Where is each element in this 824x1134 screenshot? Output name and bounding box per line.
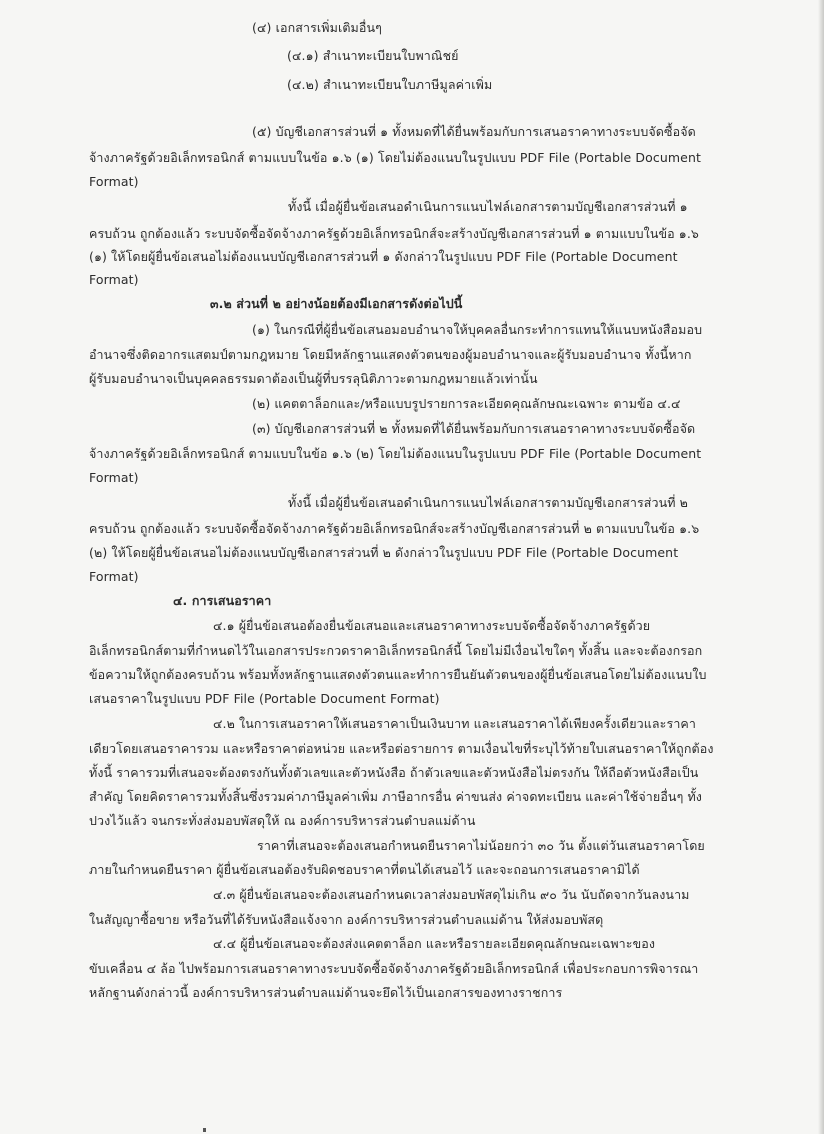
page-edge-shadow [818,0,824,1134]
item-5-line-1: (๕) บัญชีเอกสารส่วนที่ ๑ ทั้งหมดที่ได้ยื่นพร้อมกับการเสนอราคาทางระบบจัดซื้อจัด [252,124,696,139]
section-4-3-line-1: ๔.๓ ผู้ยื่นข้อเสนอจะต้องเสนอกำหนดเวลาส่งมอบพัสดุไม่เกิน ๙๐ วัน นับถัดจากวันลงนาม [213,887,690,902]
part2-item-1-line-3: ผู้รับมอบอำนาจเป็นบุคคลธรรมดาต้องเป็นผู้ที่บรรลุนิติภาวะตามกฎหมายแล้วเท่านั้น [89,371,538,386]
section-3-2-heading: ๓.๒ ส่วนที่ ๒ อย่างน้อยต้องมีเอกสารดังต่อไปนี้ [210,296,463,311]
section-4-2-line-4: สำคัญ โดยคิดราคารวมทั้งสิ้นซึ่งรวมค่าภาษีมูลค่าเพิ่ม ภาษีอากรอื่น ค่าขนส่ง ค่าจดทะเบียน และค่าใช้จ่ายอื่นๆ ทั้ง [89,789,703,804]
item-4-1: (๔.๑) สำเนาทะเบียนใบพาณิชย์ [287,48,459,63]
section-4-4-line-2: ขับเคลื่อน ๔ ล้อ ไปพร้อมการเสนอราคาทางระบบจัดซื้อจัดจ้างภาครัฐด้วยอิเล็กทรอนิกส์ เพื่อประกอบการพิจารณา [89,961,699,976]
part2-item-3-line-2: จ้างภาครัฐด้วยอิเล็กทรอนิกส์ ตามแบบในข้อ ๑.๖ (๒) โดยไม่ต้องแนบในรูปแบบ PDF File (Portable Document [89,446,702,461]
note-1-line-4: Format) [89,272,139,287]
section-4-heading: ๔. การเสนอราคา [173,593,272,608]
section-4-4-line-3: หลักฐานดังกล่าวนี้ องค์การบริหารส่วนตำบลแม่ด้านจะยึดไว้เป็นเอกสารของทางราชการ [89,985,563,1000]
note-1-line-3: (๑) ให้โดยผู้ยื่นข้อเสนอไม่ต้องแนบบัญชีเอกสารส่วนที่ ๑ ดังกล่าวในรูปแบบ PDF File (Portable Document [89,249,678,264]
section-4-2-line-7: ภายในกำหนดยืนราคา ผู้ยื่นข้อเสนอต้องรับผิดชอบราคาที่ตนได้เสนอไว้ และจะถอนการเสนอราคามิได้ [89,862,640,877]
item-5-line-2: จ้างภาครัฐด้วยอิเล็กทรอนิกส์ ตามแบบในข้อ ๑.๖ (๑) โดยไม่ต้องแนบในรูปแบบ PDF File (Portable Document [89,150,701,165]
section-4-2-line-5: ปวงไว้แล้ว จนกระทั่งส่งมอบพัสดุให้ ณ องค์การบริหารส่วนตำบลแม่ด้าน [89,813,476,828]
section-4-4-line-1: ๔.๔ ผู้ยื่นข้อเสนอจะต้องส่งแคตตาล็อก และหรือรายละเอียดคุณลักษณะเฉพาะของ [213,936,656,951]
section-4-1-line-3: ข้อความให้ถูกต้องครบถ้วน พร้อมทั้งหลักฐานแสดงตัวตนและทำการยืนยันตัวตนของผู้ยื่นข้อเสนอโดยไม่ต้องแนบใบ [89,667,707,682]
section-4-1-line-2: อิเล็กทรอนิกส์ตามที่กำหนดไว้ในเอกสารประกวดราคาอิเล็กทรอนิกส์นี้ โดยไม่มีเงื่อนไขใดๆ ทั้งสิ้น และจะต้องกรอก [89,643,703,658]
part2-item-1-line-2: อำนาจซึ่งติดอากรแสตมป์ตามกฎหมาย โดยมีหลักฐานแสดงตัวตนของผู้มอบอำนาจและผู้รับมอบอำนาจ ทั้งนี้หาก [89,347,692,362]
section-4-2-line-3: ทั้งนี้ ราคารวมที่เสนอจะต้องตรงกันทั้งตัวเลขและตัวหนังสือ ถ้าตัวเลขและตัวหนังสือไม่ตรงกัน ให้ถือตัวหนังสือเป็น [89,765,699,780]
section-4-2-line-6: ราคาที่เสนอจะต้องเสนอกำหนดยืนราคาไม่น้อยกว่า ๓๐ วัน ตั้งแต่วันเสนอราคาโดย [257,838,705,853]
note-1-line-1: ทั้งนี้ เมื่อผู้ยื่นข้อเสนอดำเนินการแนบไฟล์เอกสารตามบัญชีเอกสารส่วนที่ ๑ [288,199,688,214]
note-2-line-2: ครบถ้วน ถูกต้องแล้ว ระบบจัดซื้อจัดจ้างภาครัฐด้วยอิเล็กทรอนิกส์จะสร้างบัญชีเอกสารส่วนที่ ๒ ตามแบบในข้อ ๑.๖ [89,521,700,536]
note-1-line-2: ครบถ้วน ถูกต้องแล้ว ระบบจัดซื้อจัดจ้างภาครัฐด้วยอิเล็กทรอนิกส์จะสร้างบัญชีเอกสารส่วนที่ ๑ ตามแบบในข้อ ๑.๖ [89,226,699,241]
part2-item-3-line-3: Format) [89,470,139,485]
note-2-line-4: Format) [89,569,139,584]
section-4-1-line-1: ๔.๑ ผู้ยื่นข้อเสนอต้องยื่นข้อเสนอและเสนอราคาทางระบบจัดซื้อจัดจ้างภาครัฐด้วย [213,618,651,633]
section-4-1-line-4: เสนอราคาในรูปแบบ PDF File (Portable Document Format) [89,691,440,706]
item-4-heading: (๔) เอกสารเพิ่มเติมอื่นๆ [252,20,382,35]
item-5-line-3: Format) [89,174,139,189]
part2-item-2: (๒) แคตตาล็อกและ/หรือแบบรูปรายการละเอียดคุณลักษณะเฉพาะ ตามข้อ ๔.๔ [252,396,681,411]
item-4-2: (๔.๒) สำเนาทะเบียนใบภาษีมูลค่าเพิ่ม [287,77,493,92]
note-2-line-1: ทั้งนี้ เมื่อผู้ยื่นข้อเสนอดำเนินการแนบไฟล์เอกสารตามบัญชีเอกสารส่วนที่ ๒ [288,495,689,510]
part2-item-3-line-1: (๓) บัญชีเอกสารส่วนที่ ๒ ทั้งหมดที่ได้ยื่นพร้อมกับการเสนอราคาทางระบบจัดซื้อจัด [252,421,696,436]
section-4-3-line-2: ในสัญญาซื้อขาย หรือวันที่ได้รับหนังสือแจ้งจาก องค์การบริหารส่วนตำบลแม่ด้าน ให้ส่งมอบพัสดุ [89,912,604,927]
note-2-line-3: (๒) ให้โดยผู้ยื่นข้อเสนอไม่ต้องแนบบัญชีเอกสารส่วนที่ ๒ ดังกล่าวในรูปแบบ PDF File (Portable Document [89,545,679,560]
scan-mark [203,1128,206,1132]
section-4-2-line-2: เดียวโดยเสนอราคารวม และหรือราคาต่อหน่วย และหรือต่อรายการ ตามเงื่อนไขที่ระบุไว้ท้ายใบเสนอราคาให้ถูกต้อง [89,741,714,756]
section-4-2-line-1: ๔.๒ ในการเสนอราคาให้เสนอราคาเป็นเงินบาท และเสนอราคาได้เพียงครั้งเดียวและราคา [213,716,697,731]
part2-item-1-line-1: (๑) ในกรณีที่ผู้ยื่นข้อเสนอมอบอำนาจให้บุคคลอื่นกระทำการแทนให้แนบหนังสือมอบ [252,322,703,337]
